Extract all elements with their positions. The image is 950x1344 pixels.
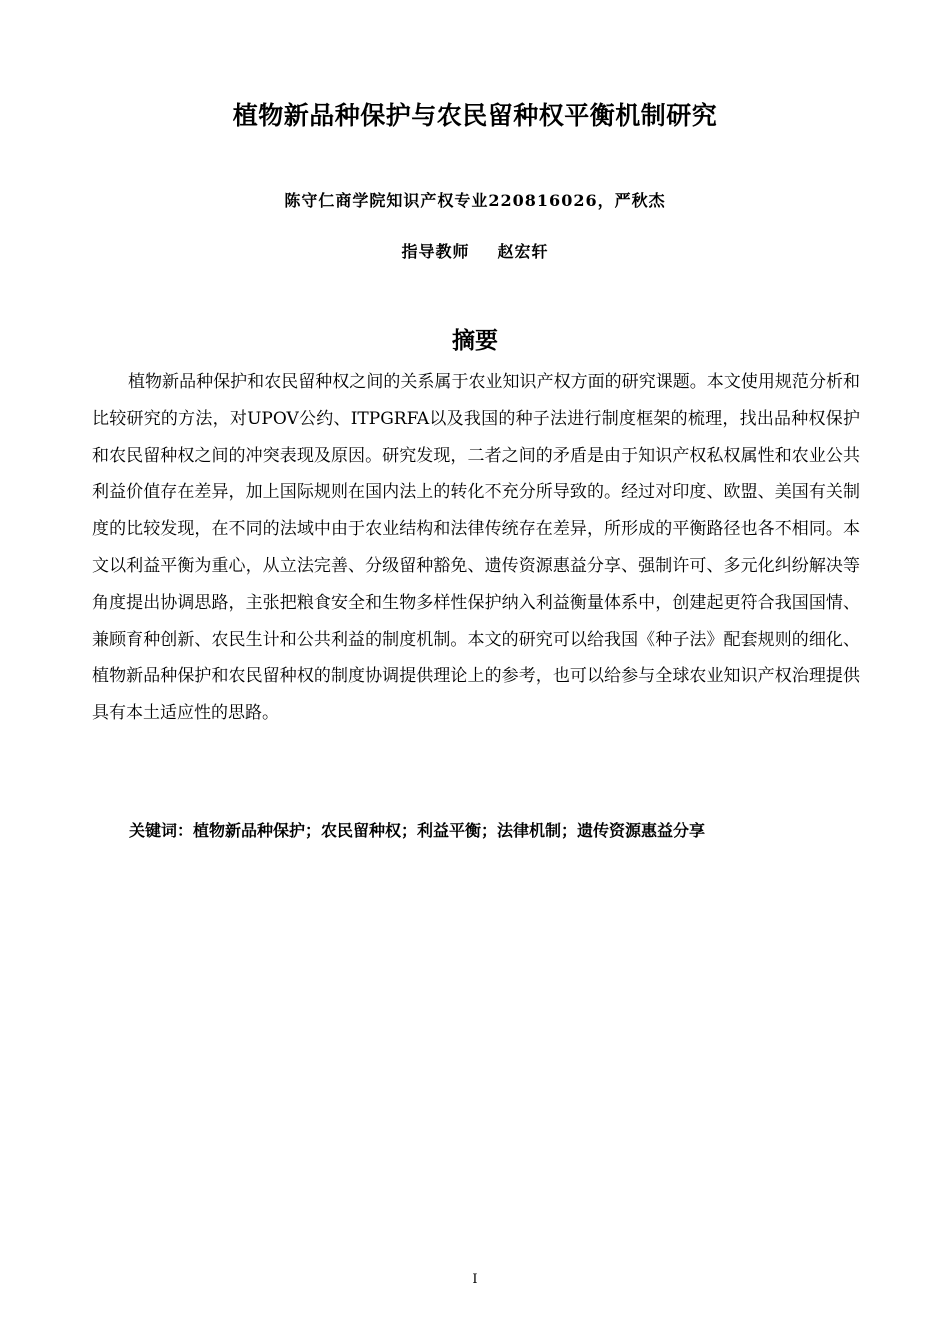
keywords-line [129,816,889,846]
abstract-heading: 摘要 [452,328,498,354]
advisor-label: 指导教师 [401,242,470,261]
keywords-text: 植物新品种保护；农民留种权；利益平衡；法律机制；遗传资源惠益分享 [193,821,706,840]
page-number: I [472,1272,478,1287]
author-line: 陈守仁商学院知识产权专业220816026，严秋杰 [284,191,666,210]
advisor-line [0,238,950,266]
abstract-body: 植物新品种保护和农民留种权之间的关系属于农业知识产权方面的研究课题。本文使用规范分析和比较研究的方法，对UPOV公约、ITPGRFA以及我国的种子法进行制度框架的梳理，找出品种权保护和农民留种权之间的冲突表现及原因。研究发现，二者之间的矛盾是由于知识产权私权属性和农业公共利益价值存在差异，加上国际规则在国内法上的转化不充分所导致的。经过对印度、欧盟、美国有关制度的比较发现，在不同的法域中由于农业结构和法律传统存在差异，所形成的平衡路径也各不相同。本文以利益平衡为重心，从立法完善、分级留种豁免、遗传资源惠益分享、强制许可、多元化纠纷解决等角度提出协调思路，主张把粮食安全和生物多样性保护纳入利益衡量体系中，创建起更符合我国国情、兼顾育种创新、农民生计和公共利益的制度机制。本文的研究可以给我国《种子法》配套规则的细化、植物新品种保护和农民留种权的制度协调提供理论上的参考，也可以给参与全球农业知识产权治理提供具有本土适应性的思路。 [92,372,860,724]
paper-title: 植物新品种保护与农民留种权平衡机制研究 [232,101,718,130]
advisor-name: 赵宏轩 [497,242,549,261]
keywords-label: 关键词： [129,821,194,840]
